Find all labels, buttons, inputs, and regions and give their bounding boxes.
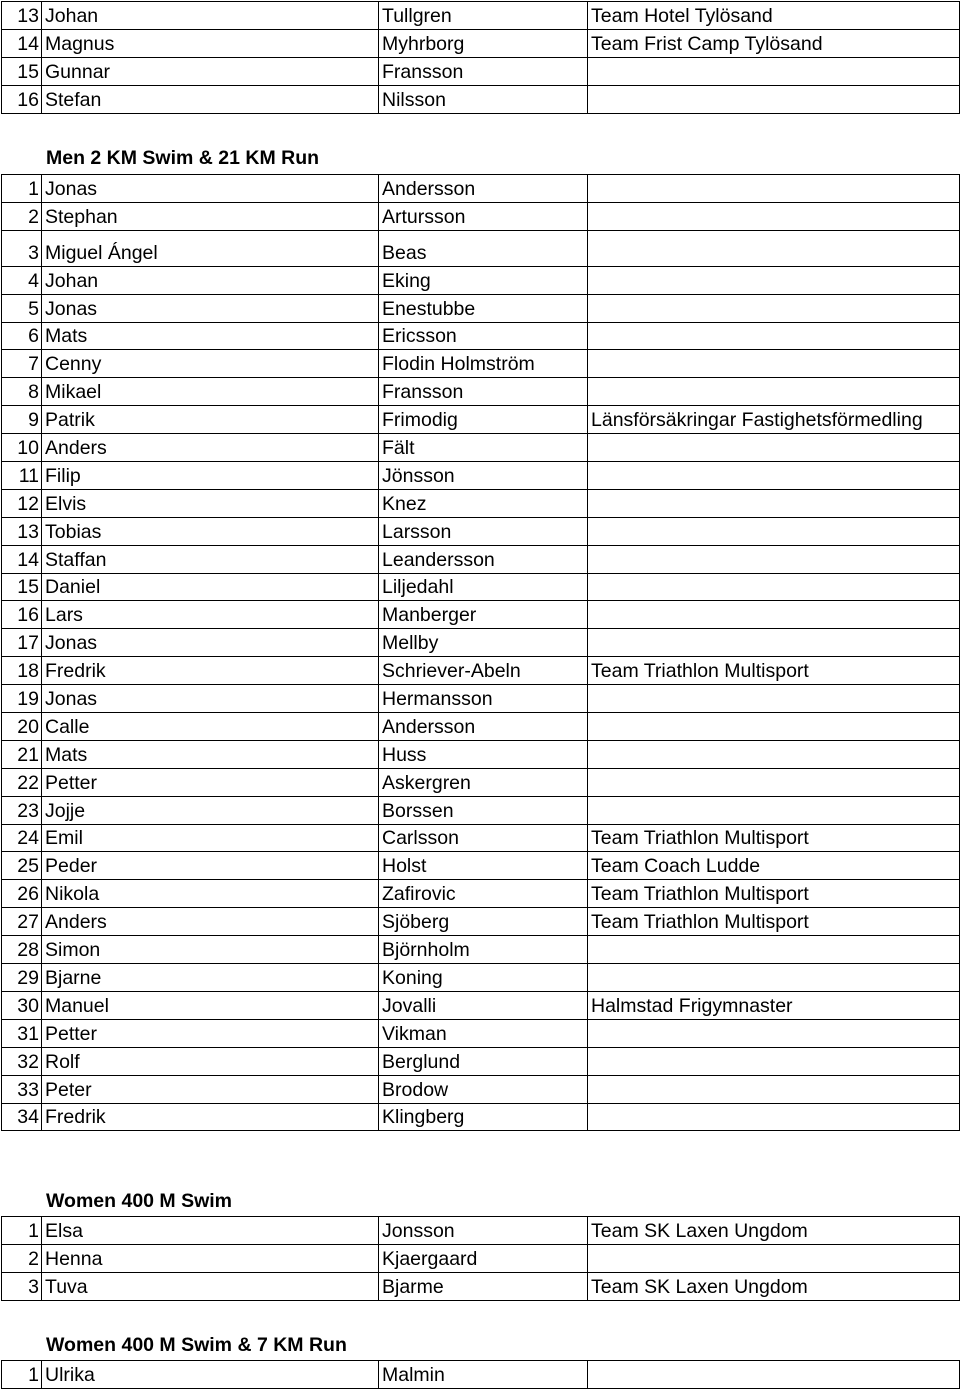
team-name: Team SK Laxen Ungdom (588, 1272, 960, 1300)
table-row (2, 1047, 960, 1075)
first-name: Daniel (42, 573, 379, 601)
entrant-number: 15 (2, 573, 42, 601)
entrant-number: 1 (2, 175, 42, 203)
table-row (2, 796, 960, 824)
team-name: Team Frist Camp Tylösand (588, 29, 960, 57)
entrant-number: 15 (2, 57, 42, 85)
table-row (2, 713, 960, 741)
team-name: Team Coach Ludde (588, 852, 960, 880)
first-name: Elvis (42, 489, 379, 517)
last-name: Andersson (379, 175, 588, 203)
first-name: Filip (42, 462, 379, 490)
team-name: Team SK Laxen Ungdom (588, 1217, 960, 1245)
team-name (588, 202, 960, 230)
table-row (2, 230, 960, 266)
last-name: Artursson (379, 202, 588, 230)
team-name: Team Triathlon Multisport (588, 908, 960, 936)
first-name: Lars (42, 601, 379, 629)
last-name: Flodin Holmström (379, 350, 588, 378)
team-name: Team Triathlon Multisport (588, 657, 960, 685)
last-name: Vikman (379, 1019, 588, 1047)
entrant-number: 9 (2, 406, 42, 434)
team-name (588, 740, 960, 768)
first-name: Nikola (42, 880, 379, 908)
table-row (2, 936, 960, 964)
last-name: Schriever-Abeln (379, 657, 588, 685)
last-name: Ericsson (379, 322, 588, 350)
entrant-number: 12 (2, 489, 42, 517)
last-name: Leandersson (379, 545, 588, 573)
team-name (588, 713, 960, 741)
table-row (2, 1103, 960, 1131)
entrant-number: 33 (2, 1075, 42, 1103)
table-row (2, 991, 960, 1019)
first-name: Stefan (42, 85, 379, 113)
section-continued (0, 1, 960, 114)
last-name: Sjöberg (379, 908, 588, 936)
entrant-number: 23 (2, 796, 42, 824)
first-name: Bjarne (42, 964, 379, 992)
first-name: Gunnar (42, 57, 379, 85)
first-name: Anders (42, 434, 379, 462)
team-name (588, 573, 960, 601)
entrant-number: 19 (2, 685, 42, 713)
last-name: Jonsson (379, 1217, 588, 1245)
table-row (2, 406, 960, 434)
team-name: Team Triathlon Multisport (588, 824, 960, 852)
team-name (588, 175, 960, 203)
entrant-number: 11 (2, 462, 42, 490)
last-name: Knez (379, 489, 588, 517)
last-name: Fransson (379, 57, 588, 85)
table-row (2, 768, 960, 796)
first-name: Fredrik (42, 1103, 379, 1131)
table-row (2, 824, 960, 852)
team-name: Halmstad Frigymnaster (588, 991, 960, 1019)
first-name: Emil (42, 824, 379, 852)
first-name: Mats (42, 322, 379, 350)
first-name: Henna (42, 1244, 379, 1272)
table-row (2, 1217, 960, 1245)
team-name (588, 1075, 960, 1103)
entrant-number: 16 (2, 85, 42, 113)
table-row (2, 378, 960, 406)
entrant-number: 16 (2, 601, 42, 629)
last-name: Huss (379, 740, 588, 768)
entrant-number: 5 (2, 294, 42, 322)
last-name: Askergren (379, 768, 588, 796)
first-name: Miguel Ángel (42, 230, 379, 266)
team-name: Länsförsäkringar Fastighetsförmedling (588, 406, 960, 434)
first-name: Johan (42, 266, 379, 294)
last-name: Holst (379, 852, 588, 880)
last-name: Berglund (379, 1047, 588, 1075)
last-name: Koning (379, 964, 588, 992)
first-name: Petter (42, 768, 379, 796)
table-row (2, 545, 960, 573)
last-name: Mellby (379, 629, 588, 657)
entrant-number: 18 (2, 657, 42, 685)
last-name: Enestubbe (379, 294, 588, 322)
table-row (2, 1075, 960, 1103)
first-name: Rolf (42, 1047, 379, 1075)
entrant-number: 6 (2, 322, 42, 350)
entrant-number: 2 (2, 1244, 42, 1272)
team-name (588, 57, 960, 85)
table-row (2, 29, 960, 57)
first-name: Jonas (42, 175, 379, 203)
team-name (588, 517, 960, 545)
team-name (588, 545, 960, 573)
first-name: Peter (42, 1075, 379, 1103)
team-name (588, 1019, 960, 1047)
last-name: Beas (379, 230, 588, 266)
entrant-number: 14 (2, 29, 42, 57)
team-name (588, 629, 960, 657)
last-name: Fransson (379, 378, 588, 406)
last-name: Carlsson (379, 824, 588, 852)
last-name: Brodow (379, 1075, 588, 1103)
first-name: Simon (42, 936, 379, 964)
team-name (588, 1047, 960, 1075)
entrant-number: 7 (2, 350, 42, 378)
team-name (588, 434, 960, 462)
entrant-number: 24 (2, 824, 42, 852)
first-name: Mikael (42, 378, 379, 406)
last-name: Kjaergaard (379, 1244, 588, 1272)
team-name: Team Hotel Tylösand (588, 2, 960, 30)
first-name: Staffan (42, 545, 379, 573)
entrant-number: 25 (2, 852, 42, 880)
first-name: Petter (42, 1019, 379, 1047)
table-row (2, 350, 960, 378)
first-name: Jojje (42, 796, 379, 824)
table-row (2, 1244, 960, 1272)
last-name: Fält (379, 434, 588, 462)
table-row (2, 517, 960, 545)
entrant-number: 30 (2, 991, 42, 1019)
team-name (588, 322, 960, 350)
table-row (2, 202, 960, 230)
table-row (2, 880, 960, 908)
table-row (2, 657, 960, 685)
team-name (588, 964, 960, 992)
table-row (2, 573, 960, 601)
entrant-number: 21 (2, 740, 42, 768)
last-name: Malmin (379, 1361, 588, 1389)
team-name (588, 85, 960, 113)
entrant-table (1, 1216, 960, 1301)
last-name: Klingberg (379, 1103, 588, 1131)
last-name: Manberger (379, 601, 588, 629)
last-name: Jovalli (379, 991, 588, 1019)
entrant-number: 27 (2, 908, 42, 936)
table-row (2, 85, 960, 113)
first-name: Tuva (42, 1272, 379, 1300)
team-name (588, 350, 960, 378)
last-name: Liljedahl (379, 573, 588, 601)
entrant-number: 20 (2, 713, 42, 741)
team-name (588, 685, 960, 713)
table-row (2, 685, 960, 713)
table-row (2, 908, 960, 936)
first-name: Elsa (42, 1217, 379, 1245)
first-name: Tobias (42, 517, 379, 545)
first-name: Manuel (42, 991, 379, 1019)
team-name (588, 768, 960, 796)
last-name: Larsson (379, 517, 588, 545)
entrant-number: 14 (2, 545, 42, 573)
last-name: Zafirovic (379, 880, 588, 908)
team-name (588, 294, 960, 322)
first-name: Fredrik (42, 657, 379, 685)
entrant-number: 4 (2, 266, 42, 294)
last-name: Hermansson (379, 685, 588, 713)
last-name: Myhrborg (379, 29, 588, 57)
section-title: Men 2 KM Swim & 21 KM Run (46, 147, 320, 169)
entrant-table (1, 1360, 960, 1389)
table-row (2, 57, 960, 85)
table-row (2, 266, 960, 294)
last-name: Tullgren (379, 2, 588, 30)
entrant-number: 31 (2, 1019, 42, 1047)
last-name: Jönsson (379, 462, 588, 490)
section-title: Women 400 M Swim & 7 KM Run (46, 1334, 347, 1356)
first-name: Jonas (42, 294, 379, 322)
entrant-number: 17 (2, 629, 42, 657)
team-name (588, 936, 960, 964)
table-row (2, 322, 960, 350)
first-name: Jonas (42, 685, 379, 713)
entrant-number: 3 (2, 230, 42, 266)
last-name: Frimodig (379, 406, 588, 434)
first-name: Jonas (42, 629, 379, 657)
team-name (588, 230, 960, 266)
table-row (2, 1019, 960, 1047)
table-row (2, 434, 960, 462)
team-name (588, 378, 960, 406)
table-row (2, 489, 960, 517)
team-name (588, 601, 960, 629)
team-name (588, 1244, 960, 1272)
last-name: Bjarme (379, 1272, 588, 1300)
entrant-number: 1 (2, 1217, 42, 1245)
table-row (2, 852, 960, 880)
entrant-number: 10 (2, 434, 42, 462)
first-name: Magnus (42, 29, 379, 57)
first-name: Mats (42, 740, 379, 768)
first-name: Calle (42, 713, 379, 741)
table-row (2, 964, 960, 992)
first-name: Anders (42, 908, 379, 936)
table-row (2, 294, 960, 322)
entrant-table (1, 1, 960, 114)
first-name: Stephan (42, 202, 379, 230)
section-title: Women 400 M Swim (46, 1190, 233, 1212)
first-name: Peder (42, 852, 379, 880)
entrant-number: 13 (2, 517, 42, 545)
last-name: Björnholm (379, 936, 588, 964)
entrant-number: 8 (2, 378, 42, 406)
last-name: Andersson (379, 713, 588, 741)
table-row (2, 462, 960, 490)
team-name (588, 796, 960, 824)
table-row (2, 629, 960, 657)
team-name (588, 489, 960, 517)
entrant-number: 3 (2, 1272, 42, 1300)
entrant-number: 26 (2, 880, 42, 908)
team-name (588, 462, 960, 490)
last-name: Borssen (379, 796, 588, 824)
first-name: Ulrika (42, 1361, 379, 1389)
entrant-number: 22 (2, 768, 42, 796)
last-name: Nilsson (379, 85, 588, 113)
table-row (2, 740, 960, 768)
entrant-number: 34 (2, 1103, 42, 1131)
team-name (588, 1361, 960, 1389)
entrant-table (1, 174, 960, 1131)
entrant-number: 2 (2, 202, 42, 230)
first-name: Cenny (42, 350, 379, 378)
table-row (2, 1272, 960, 1300)
last-name: Eking (379, 266, 588, 294)
first-name: Patrik (42, 406, 379, 434)
entrant-number: 28 (2, 936, 42, 964)
table-row (2, 1361, 960, 1389)
team-name: Team Triathlon Multisport (588, 880, 960, 908)
table-row (2, 2, 960, 30)
table-row (2, 601, 960, 629)
entrant-number: 13 (2, 2, 42, 30)
table-row (2, 175, 960, 203)
team-name (588, 1103, 960, 1131)
first-name: Johan (42, 2, 379, 30)
entrant-number: 29 (2, 964, 42, 992)
team-name (588, 266, 960, 294)
entrant-number: 1 (2, 1361, 42, 1389)
entrant-number: 32 (2, 1047, 42, 1075)
